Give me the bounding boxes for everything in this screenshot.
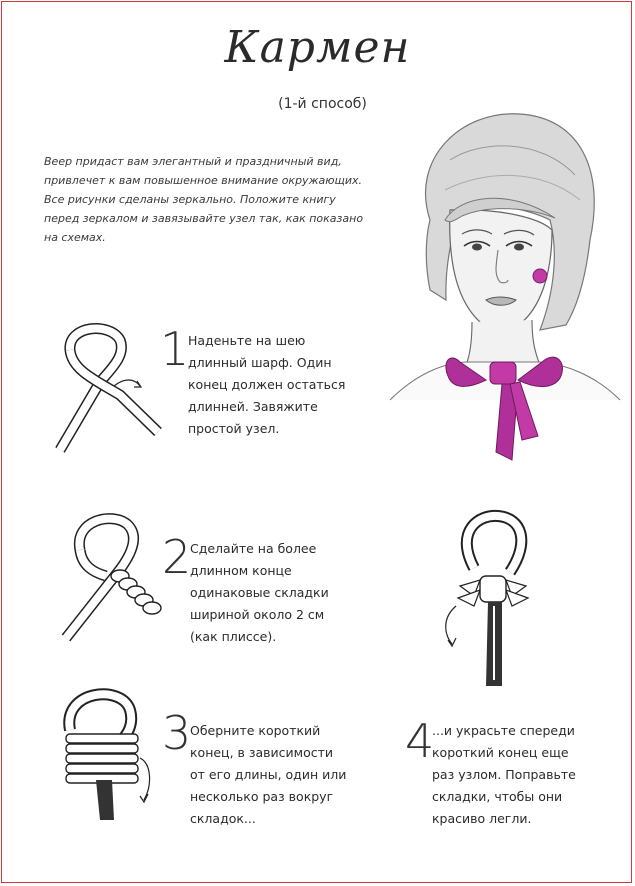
woman-portrait-illustration	[390, 100, 620, 470]
intro-text	[44, 152, 364, 247]
step-3-diagram	[40, 680, 160, 820]
step-2-number: 2	[162, 530, 192, 584]
step-4-text: ...и украсьте спереди короткий конец еще раз узлом. Поправьте складки, чтобы они красиво легли.	[432, 723, 576, 826]
step-2-diagram	[52, 510, 172, 650]
step-4-diagram	[440, 510, 540, 690]
step-1-text: Наденьте на шею длинный шарф. Один конец должен остаться длинней. Завяжите простой узел.	[188, 333, 346, 436]
step-1-diagram	[40, 320, 170, 460]
step-3-number: 3	[162, 706, 192, 760]
page-title: Кармен	[224, 22, 411, 73]
intro-paragraph-2: Все рисунки сделаны зеркально. Положите книгу перед зеркалом и завязывайте узел так, как показано на схемах.	[44, 193, 364, 244]
step-1-number: 1	[160, 322, 190, 376]
page-subtitle: (1-й способ)	[278, 96, 367, 112]
step-4-number: 4	[405, 714, 435, 768]
intro-paragraph-1: Веер придаст вам элегантный и праздничный вид, привлечет к вам повышенное внимание окружающих.	[44, 155, 362, 187]
step-2-text: Сделайте на более длинном конце одинаковые складки шириной около 2 см (как плиссе).	[190, 541, 329, 644]
step-3-text: Оберните короткий конец, в зависимости от его длины, один или несколько раз вокруг складок...	[190, 723, 347, 826]
